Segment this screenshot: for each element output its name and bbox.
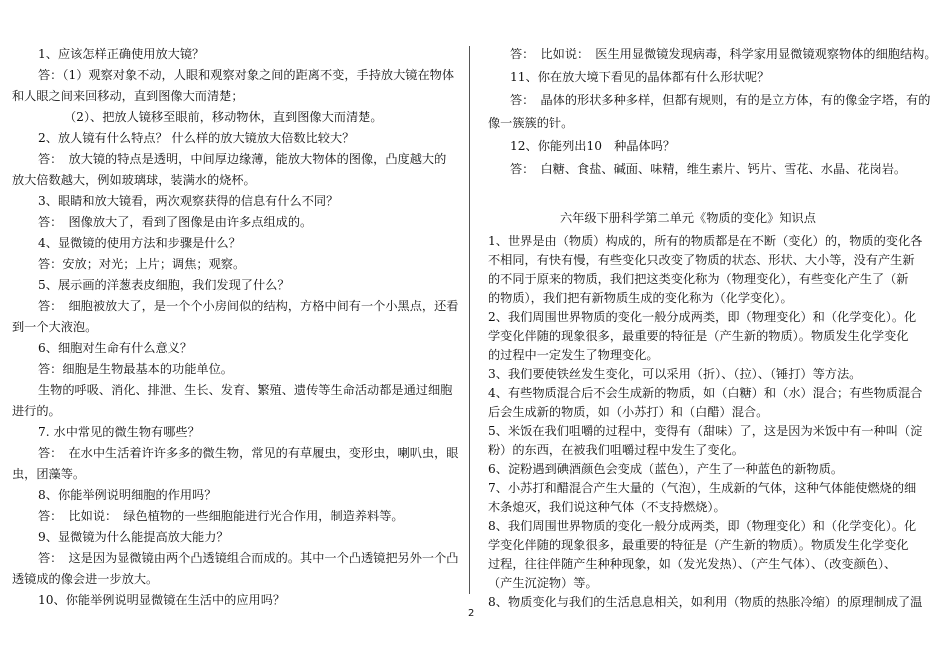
text-line: 放大倍数越大，例如玻璃球，装满水的烧杯。 — [12, 173, 256, 187]
text-line: 6、淀粉遇到碘酒颜色会变成（蓝色），产生了一种蓝色的新物质。 — [488, 462, 844, 476]
text-line: 4、显微镜的使用方法和步骤是什么？ — [38, 236, 241, 250]
text-line: 9、显微镜为什么能提高放大能力？ — [38, 530, 229, 544]
column-divider — [469, 46, 470, 594]
text-line: 进行的。 — [12, 404, 61, 418]
text-line: 过程，往往伴随产生种种现象，如（发光发热）、（产生气体）、（改变颜色）、 — [488, 557, 897, 571]
text-line: 2、我们周围世界物质的变化一般分成两类，即（物理变化）和（化学变化）。化 — [488, 310, 917, 324]
text-line: 5、展示画的洋葱表皮细胞，我们发现了什么？ — [38, 278, 290, 292]
text-line: 12、你能列出10 种晶体吗？ — [510, 139, 676, 153]
text-line: 学变化伴随的现象很多，最重要的特征是（产生新的物质）。物质发生化学变化 — [488, 538, 909, 552]
text-line: 4、有些物质混合后不会生成新的物质，如（白糖）和（水）混合；有些物质混合 — [488, 386, 923, 400]
text-line: 2、放人镜有什么特点？ 什么样的放大镜放大倍数比较大？ — [38, 131, 355, 145]
text-line: 和人眼之间来回移动，直到图像大而清楚； — [12, 89, 244, 103]
text-line: 答： 晶体的形状多种多样，但都有规则，有的是立方体，有的像金字塔，有的 — [510, 93, 931, 107]
text-line: 8、物质变化与我们的生活息息相关，如利用（物质的热胀冷缩）的原理制成了温 — [488, 595, 923, 609]
page-number: 2 — [468, 608, 475, 619]
text-line: 生物的呼吸、消化、排泄、生长、发育、繁殖、遗传等生命活动都是通过细胞 — [38, 383, 453, 397]
text-line: 答： 放大镜的特点是透明，中间厚边缘薄，能放大物体的图像，凸度越大的 — [38, 152, 447, 166]
text-line: 1、世界是由（物质）构成的，所有的物质都是在不断（变化）的，物质的变化各 — [488, 234, 923, 248]
text-line: 到一个大液泡。 — [12, 320, 98, 334]
text-line: 的物质），我们把有新物质生成的变化称为（化学变化）。 — [488, 291, 793, 305]
text-line: 答： 比如说： 绿色植物的一些细胞能进行光合作用，制造养料等。 — [38, 509, 404, 523]
text-line: 11、你在放大境下看见的晶体都有什么形状呢？ — [510, 70, 770, 84]
text-line: 5、米饭在我们咀嚼的过程中，变得有（甜味）了，这是因为米饭中有一种叫（淀 — [488, 424, 923, 438]
section-title: 六年级下册科学第二单元《物质的变化》知识点 — [560, 211, 816, 225]
text-line: 答： 在水中生活着许许多多的微生物，常见的有草履虫，变形虫，喇叭虫，眼 — [38, 446, 459, 460]
text-line: （产生沉淀物）等。 — [488, 576, 598, 590]
text-line: 的过程中一定发生了物理变化。 — [488, 348, 659, 362]
text-line: 答： 细胞被放大了，是一个个小房间似的结构，方格中间有一个小黑点，还看 — [38, 299, 459, 313]
text-line: 答： 这是因为显微镜由两个凸透镜组合而成的。其中一个凸透镜把另外一个凸 — [38, 551, 459, 565]
text-line: 7. 水中常见的微生物有哪些？ — [38, 425, 200, 439]
text-line: 答：细胞是生物最基本的功能单位。 — [38, 362, 233, 376]
text-line: 的不同于原来的物质，我们把这类变化称为（物理变化），有些变化产生了（新 — [488, 272, 909, 286]
text-line: 虫，团藻等。 — [12, 467, 86, 481]
text-line: 6、细胞对生命有什么意义？ — [38, 341, 193, 355]
text-line: 答： 白糖、食盐、碱面、味精，维生素片、钙片、雪花、水晶、花岗岩。 — [510, 162, 907, 176]
text-line: 木条熄灭，我们说这种气体（不支持燃烧）。 — [488, 500, 726, 514]
text-line: 后会生成新的物质，如（小苏打）和（白醋）混合。 — [488, 405, 769, 419]
text-line: 答：安放；对光；上片；调焦；观察。 — [38, 257, 246, 271]
text-line: 8、我们周围世界物质的变化一般分成两类，即（物理变化）和（化学变化）。化 — [488, 519, 917, 533]
text-line: 答： 图像放大了，看到了图像是由许多点组成的。 — [38, 215, 313, 229]
text-line: 答： 比如说： 医生用显微镜发现病毒，科学家用显微镜观察物体的细胞结构。 — [510, 47, 937, 61]
text-line: 透镜成的像会进一步放大。 — [12, 572, 159, 586]
text-line: 8、你能举例说明细胞的作用吗？ — [38, 488, 217, 502]
text-line: 学变化伴随的现象很多，最重要的特征是（产生新的物质）。物质发生化学变化 — [488, 329, 909, 343]
text-line: 3、眼睛和放大镜看，两次观察获得的信息有什么不同？ — [38, 194, 339, 208]
text-line: 像一簇簇的针。 — [488, 116, 574, 130]
text-line: 10、你能举例说明显微镜在生活中的应用吗？ — [38, 593, 286, 607]
text-line: 3、我们要使铁丝发生变化，可以采用（折）、（拉）、（锤打）等方法。 — [488, 367, 862, 381]
text-line: 答：（1）观察对象不动，人眼和观察对象之间的距离不变，手持放大镜在物体 — [38, 68, 455, 82]
text-line: 粉）的东西，在被我们咀嚼过程中发生了变化。 — [488, 443, 744, 457]
text-line: 1、应该怎样正确使用放大镜？ — [38, 47, 205, 61]
text-line: （2）、把放人镜移至眼前，移动物休，直到图像大而清楚。 — [64, 110, 383, 124]
text-line: 7、小苏打和醋混合产生大量的（气泡），生成新的气体，这种气体能使燃烧的细 — [488, 481, 917, 495]
text-line: 不相同，有快有慢，有些变化只改变了物质的状态、形状、大小等，没有产生新 — [488, 253, 915, 267]
